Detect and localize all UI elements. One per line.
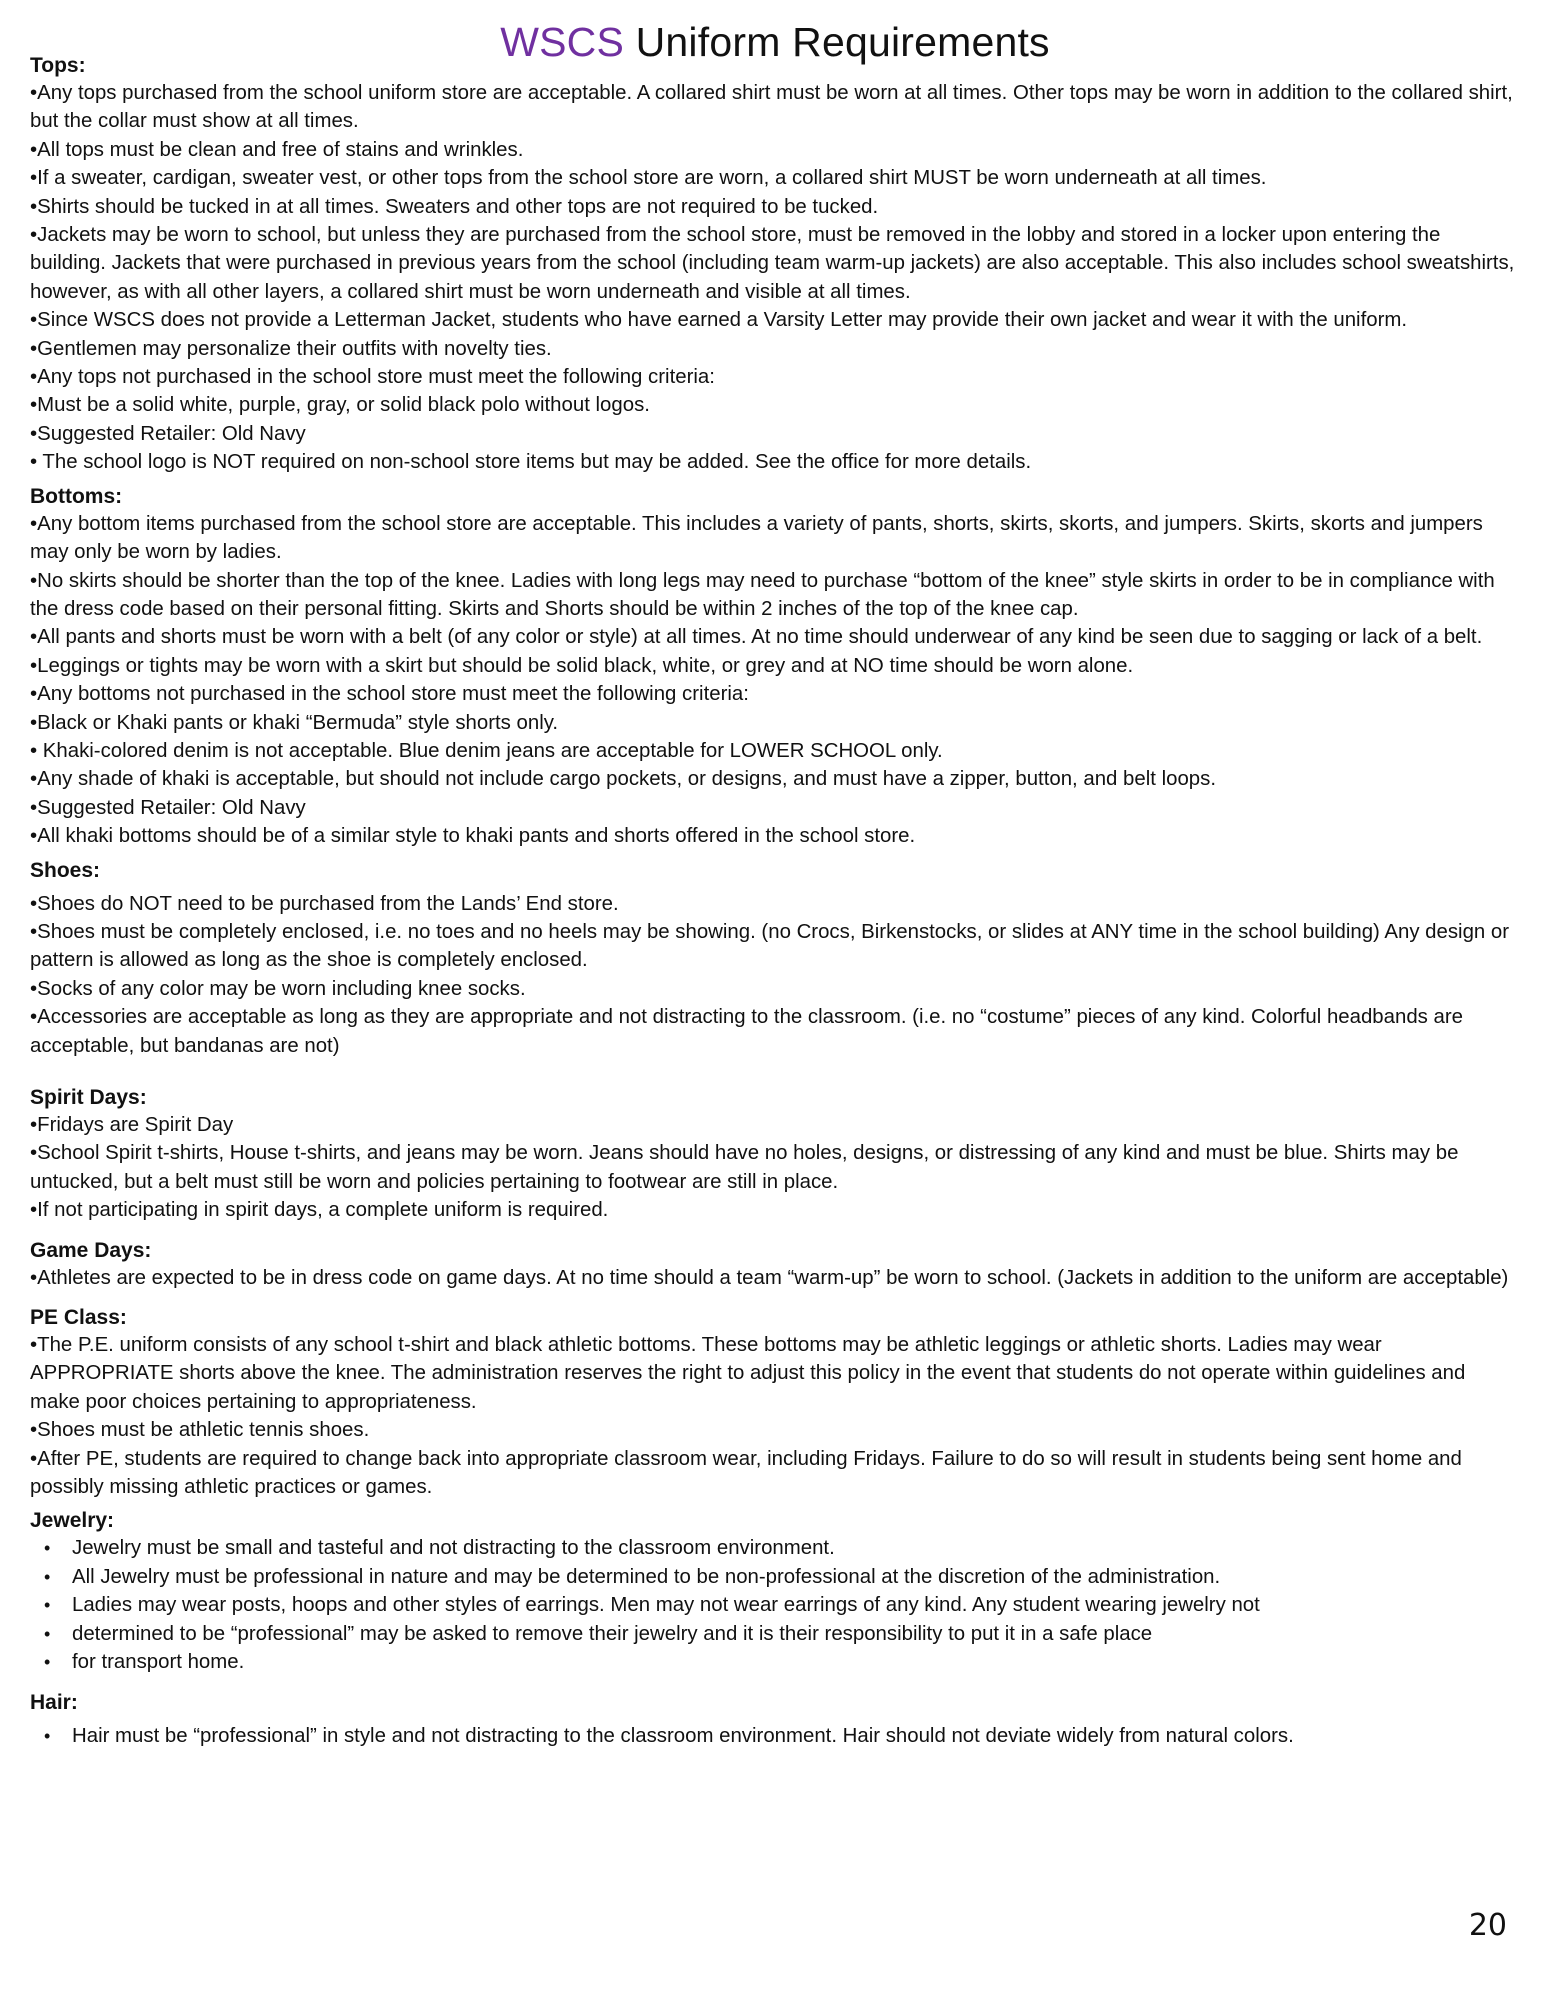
list-item: • Jewelry must be small and tasteful and not distracting to the classroom environment. xyxy=(30,1534,1520,1562)
list-item: •Shoes must be athletic tennis shoes. xyxy=(30,1419,370,1442)
list-item: •Athletes are expected to be in dress code on game days. At no time should a team “warm-up” be worn to school. (Jackets in addition to the uniform are acceptable) xyxy=(30,1266,1509,1289)
section-jewelry xyxy=(30,1507,1520,1676)
list-item: •Jackets may be worn to school, but unless they are purchased from the school store, must be removed in the lobby and stored in a locker upon entering the building. Jackets that were purchased in previous years from the school (including team warm-up jackets) are also acceptable. This also includes school sweatshirts, however, as with all other layers, a collared shirt must be worn underneath and visible at all times. xyxy=(30,224,1515,303)
title-brand: WSCS xyxy=(500,19,625,65)
jewelry-list xyxy=(30,1534,1520,1676)
list-item: • Ladies may wear posts, hoops and other styles of earrings. Men may not wear earrings of any kind. Any student wearing jewelry not xyxy=(30,1591,1520,1619)
section-heading: Hair: xyxy=(30,1690,78,1714)
list-item: •Any tops not purchased in the school store must meet the following criteria: xyxy=(30,366,715,389)
list-item: •Socks of any color may be worn including knee socks. xyxy=(30,977,526,1000)
list-item: •Any tops purchased from the school uniform store are acceptable. A collared shirt must be worn at all times. Other tops may be worn in addition to the collared shirt, but the collar must show at all times. xyxy=(30,82,1513,133)
list-item: •Since WSCS does not provide a Letterman Jacket, students who have earned a Varsity Letter may provide their own jacket and wear it with the uniform. xyxy=(30,309,1408,332)
list-item: • determined to be “professional” may be asked to remove their jewelry and it is their responsibility to put it in a safe place xyxy=(30,1620,1520,1648)
list-item: •School Spirit t-shirts, House t-shirts, and jeans may be worn. Jeans should have no holes, designs, or distressing of any kind and must be blue. Shirts may be untucked, but a belt must still be worn and policies pertaining to footwear are still in place. xyxy=(30,1142,1459,1193)
section-heading: PE Class: xyxy=(30,1306,127,1330)
list-item: •Black or Khaki pants or khaki “Bermuda” style shorts only. xyxy=(30,711,559,734)
list-item: • for transport home. xyxy=(30,1648,1520,1676)
section-heading: Spirit Days: xyxy=(30,1086,147,1109)
list-item: • Khaki-colored denim is not acceptable. Blue denim jeans are acceptable for LOWER SCHOOL only. xyxy=(30,739,943,762)
list-item: •No skirts should be shorter than the top of the knee. Ladies with long legs may need to purchase “bottom of the knee” style skirts in order to be in compliance with the dress code based on their personal fitting. Skirts and Shorts should be within 2 inches of the top of the knee cap. xyxy=(30,569,1495,620)
list-item: •Accessories are acceptable as long as they are appropriate and not distracting to the classroom. (i.e. no “costume” pieces of any kind. Colorful headbands are acceptable, but bandanas are not) xyxy=(30,1006,1463,1057)
section-spirit-days xyxy=(30,1084,1520,1225)
section-pe-class xyxy=(30,1304,1520,1501)
section-heading: Game Days: xyxy=(30,1238,152,1262)
hair-list xyxy=(30,1722,1520,1750)
list-item: •Fridays are Spirit Day xyxy=(30,1114,234,1136)
list-item: •Shoes do NOT need to be purchased from the Lands’ End store. xyxy=(30,892,619,915)
list-item: •If a sweater, cardigan, sweater vest, or other tops from the school store are worn, a collared shirt MUST be worn underneath at all times. xyxy=(30,167,1267,190)
list-item: •Must be a solid white, purple, gray, or solid black polo without logos. xyxy=(30,394,650,417)
section-hair xyxy=(30,1689,1520,1750)
section-heading: Shoes: xyxy=(30,858,101,882)
section-bottoms xyxy=(30,483,1520,851)
list-item: •Suggested Retailer: Old Navy xyxy=(30,796,306,819)
section-game-days xyxy=(30,1237,1520,1292)
list-item: •The P.E. uniform consists of any school t-shirt and black athletic bottoms. These bottoms may be athletic leggings or athletic shorts. Ladies may wear APPROPRIATE shorts above the knee. The administration reserves the right to adjust this policy in the event that students do not operate within guidelines and make poor choices pertaining to appropriateness. xyxy=(30,1334,1466,1413)
list-item: •Shoes must be completely enclosed, i.e. no toes and no heels may be showing. (no Crocs, Birkenstocks, or slides at ANY time in the school building) Any design or pattern is allowed as long as the shoe is completely enclosed. xyxy=(30,920,1510,972)
list-item: •Any bottoms not purchased in the school store must meet the following criteria: xyxy=(30,683,749,706)
list-item: •If not participating in spirit days, a complete uniform is required. xyxy=(30,1199,609,1222)
list-item: •Shirts should be tucked in at all times. Sweaters and other tops are not required to be tucked. xyxy=(30,195,879,218)
section-heading: Bottoms: xyxy=(30,484,123,508)
title-text: Uniform Requirements xyxy=(624,19,1050,65)
list-item: • All Jewelry must be professional in nature and may be determined to be non-professional at the discretion of the administration. xyxy=(30,1563,1520,1591)
section-tops xyxy=(30,52,1520,477)
section-heading: Tops: xyxy=(30,54,86,77)
list-item: •All tops must be clean and free of stains and wrinkles. xyxy=(30,138,524,161)
list-item: •After PE, students are required to change back into appropriate classroom wear, including Fridays. Failure to do so will result in students being sent home and possibly missing athletic practices or games. xyxy=(30,1447,1462,1499)
list-item: •Leggings or tights may be worn with a skirt but should be solid black, white, or grey and at NO time should be worn alone. xyxy=(30,654,1134,677)
list-item: •Any shade of khaki is acceptable, but should not include cargo pockets, or designs, and must have a zipper, button, and belt loops. xyxy=(30,768,1217,791)
list-item: •Any bottom items purchased from the school store are acceptable. This includes a variety of pants, shorts, skirts, skorts, and jumpers. Skirts, skorts and jumpers may only be worn by ladies. xyxy=(30,512,1483,564)
section-heading: Jewelry: xyxy=(30,1509,115,1533)
list-item: •Gentlemen may personalize their outfits with novelty ties. xyxy=(30,337,552,360)
page-number: 20 xyxy=(1468,1908,1507,1943)
list-item: •All khaki bottoms should be of a similar style to khaki pants and shorts offered in the school store. xyxy=(30,825,916,848)
section-shoes xyxy=(30,857,1520,1060)
list-item: • Hair must be “professional” in style and not distracting to the classroom environment. Hair should not deviate widely from natural colors. xyxy=(30,1722,1520,1750)
list-item: • The school logo is NOT required on non-school store items but may be added. See the office for more details. xyxy=(30,451,1032,474)
uniform-page xyxy=(30,18,1520,1750)
list-item: •All pants and shorts must be worn with a belt (of any color or style) at all times. At no time should underwear of any kind be seen due to sagging or lack of a belt. xyxy=(30,626,1483,649)
list-item: •Suggested Retailer: Old Navy xyxy=(30,422,306,445)
